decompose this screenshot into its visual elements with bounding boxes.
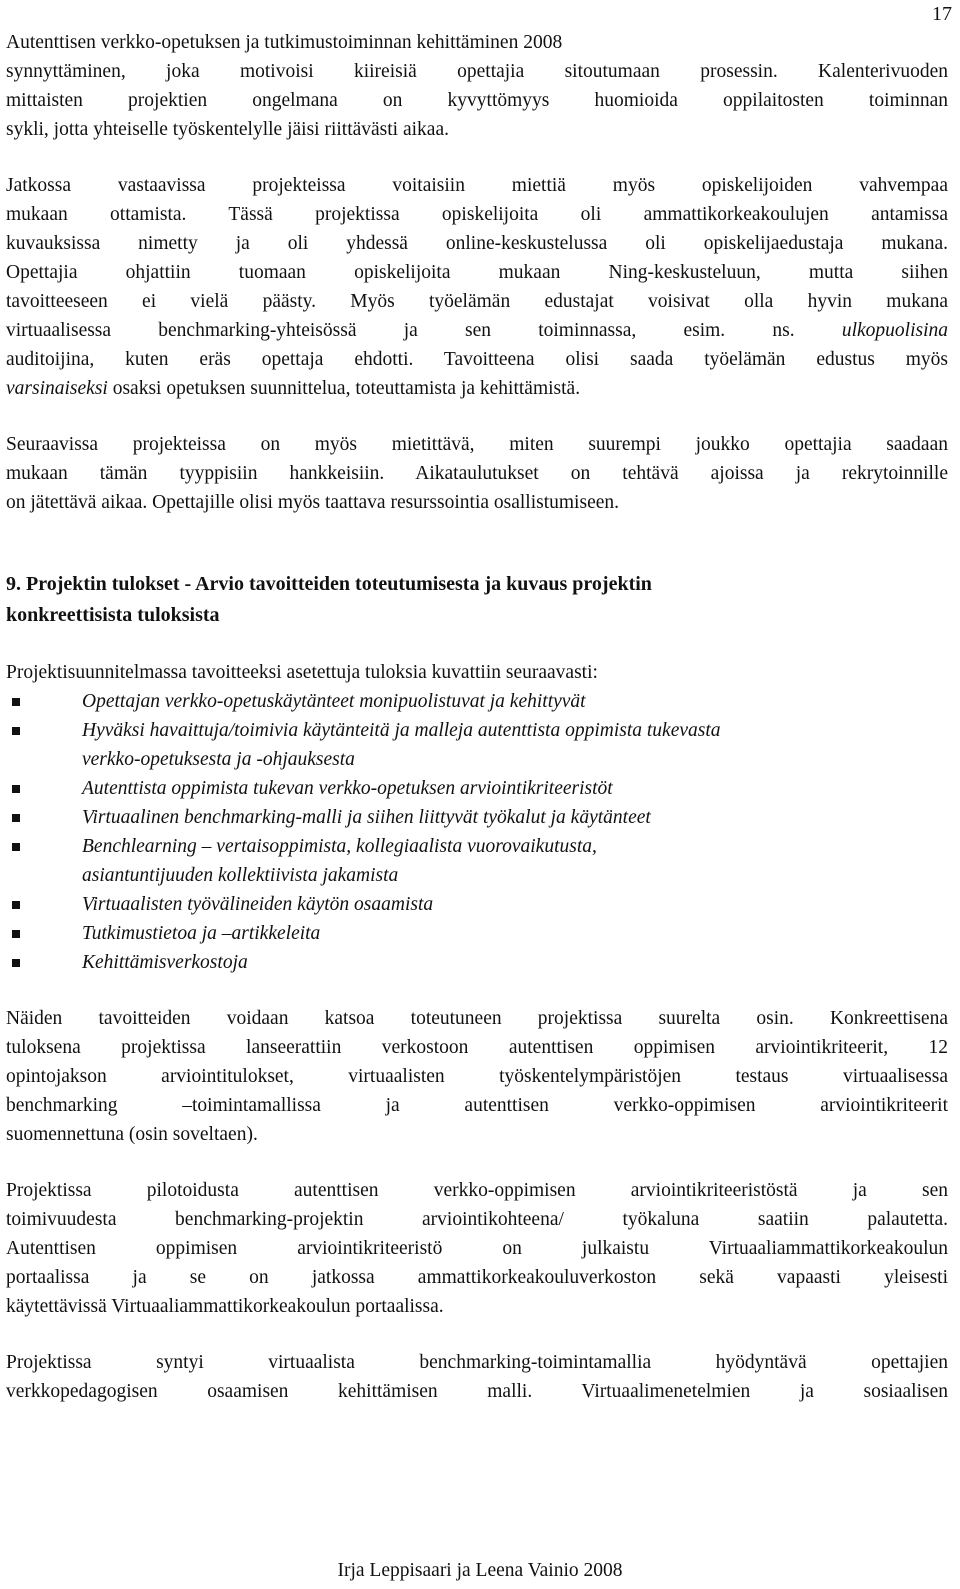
page-number: 17 (932, 3, 952, 25)
paragraph-2 (6, 171, 948, 403)
list-item-continuation: asiantuntijuuden kollektiivista jakamista (82, 865, 399, 886)
square-bullet-icon (12, 843, 20, 851)
text-line (6, 316, 948, 345)
text-line: sykli, jotta yhteiselle työskentelylle jäisi riittävästi aikaa. (6, 119, 449, 140)
list-item: Hyväksi havaittuja/toimivia käytänteitä ja malleja autenttista oppimista tukevasta (6, 716, 948, 745)
text-line: auditoijina, kuten eräs opettaja ehdotti. Tavoitteena olisi saada työelämän edustus myös (6, 349, 948, 370)
text-line: Projektissa pilotoidusta autenttisen verkko-oppimisen arviointikriteeristöstä ja sen (6, 1180, 948, 1201)
running-header: Autenttisen verkko-opetuksen ja tutkimustoiminnan kehittäminen 2008 (6, 32, 563, 53)
text-line: tavoitteeseen ei vielä päästy. Myös työelämän edustajat voisivat olla hyvin mukana (6, 291, 948, 312)
text-line: Autenttisen oppimisen arviointikriteeristö on julkaistu Virtuaaliammattikorkeakoulun (6, 1238, 948, 1259)
text-line: on jätettävä aikaa. Opettajille olisi myös taattava resurssointia osallistumiseen. (6, 492, 620, 513)
text-line: benchmarking –toimintamallissa ja autenttisen verkko-oppimisen arviointikriteerit (6, 1095, 948, 1116)
text-line: Näiden tavoitteiden voidaan katsoa toteutuneen projektissa suurelta osin. Konkreettisena (6, 1008, 948, 1029)
text-line: suomennettuna (osin soveltaen). (6, 1124, 258, 1145)
list-item-continuation: verkko-opetuksesta ja -ohjauksesta (82, 749, 355, 770)
text-line: tuloksena projektissa lanseerattiin verkostoon autenttisen oppimisen arviointikriteerit, 12 (6, 1037, 948, 1058)
text-line: mukaan tämän tyyppisiin hankkeisiin. Aikataulutukset on tehtävä ajoissa ja rekrytoinnille (6, 463, 948, 484)
text-line: käytettävissä Virtuaaliammattikorkeakoulun portaalissa. (6, 1296, 444, 1317)
italic-term: ulkopuolisina (841, 320, 948, 341)
square-bullet-icon (12, 930, 20, 938)
text-line: mukaan ottamista. Tässä projektissa opiskelijoita oli ammattikorkeakoulujen antamissa (6, 204, 948, 225)
list-item: Virtuaalisten työvälineiden käytön osaamista (6, 890, 948, 919)
square-bullet-icon (12, 901, 20, 909)
text-line: kuvauksissa nimetty ja oli yhdessä online-keskustelussa oli opiskelijaedustaja mukana. (6, 233, 948, 254)
text-line: Projektissa syntyi virtuaalista benchmarking-toimintamallia hyödyntävä opettajien (6, 1352, 948, 1373)
italic-term: varsinaiseksi (6, 378, 108, 399)
section-heading (6, 569, 948, 631)
text-line: opintojakson arviointitulokset, virtuaalisten työskentelympäristöjen testaus virtuaalisessa (6, 1066, 948, 1087)
list-item: Autenttista oppimista tukevan verkko-opetuksen arviointikriteeristöt (6, 774, 948, 803)
text-line: portaalissa ja se on jatkossa ammattikorkeakouluverkoston sekä vapaasti yleisesti (6, 1267, 948, 1288)
text-span: osaksi opetuksen suunnittelua, toteuttamista ja kehittämistä. (107, 378, 581, 399)
text-line: Jatkossa vastaavissa projekteissa voitaisiin miettiä myös opiskelijoiden vahvempaa (6, 175, 948, 196)
paragraph-4 (6, 1004, 948, 1149)
page-footer: Irja Leppisaari ja Leena Vainio 2008 (337, 1560, 623, 1581)
list-item: Opettajan verkko-opetuskäytänteet monipuolistuvat ja kehittyvät (6, 687, 948, 716)
text-line (6, 374, 948, 403)
square-bullet-icon (12, 698, 20, 706)
list-item: Tutkimustietoa ja –artikkeleita (6, 919, 948, 948)
list-item: Virtuaalinen benchmarking-malli ja siihen liittyvät työkalut ja käytänteet (6, 803, 948, 832)
list-item: Benchlearning – vertaisoppimista, kollegiaalista vuorovaikutusta, (6, 832, 948, 861)
goals-list (6, 687, 948, 977)
list-intro: Projektisuunnitelmassa tavoitteeksi asetettuja tuloksia kuvattiin seuraavasti: (6, 662, 598, 683)
paragraph-6 (6, 1348, 948, 1406)
square-bullet-icon (12, 727, 20, 735)
square-bullet-icon (12, 814, 20, 822)
square-bullet-icon (12, 959, 20, 967)
text-span: virtuaalisessa benchmarking-yhteisössä ja sen toiminnassa, esim. ns. (6, 320, 795, 341)
document-body (6, 28, 948, 1406)
square-bullet-icon (12, 785, 20, 793)
paragraph-3 (6, 430, 948, 517)
text-line: verkkopedagogisen osaamisen kehittämisen malli. Virtuaalimenetelmien ja sosiaalisen (6, 1381, 948, 1402)
heading-line: konkreettisista tuloksista (6, 604, 220, 626)
heading-line: 9. Projektin tulokset - Arvio tavoitteiden toteutumisesta ja kuvaus projektin (6, 573, 652, 595)
text-line: synnyttäminen, joka motivoisi kiireisiä opettajia sitoutumaan prosessin. Kalenterivuoden (6, 61, 948, 82)
text-line: mittaisten projektien ongelmana on kyvyttömyys huomioida oppilaitosten toiminnan (6, 90, 948, 111)
text-line: Seuraavissa projekteissa on myös mietittävä, miten suurempi joukko opettajia saadaan (6, 434, 948, 455)
paragraph-1 (6, 57, 948, 144)
text-line: Opettajia ohjattiin tuomaan opiskelijoita mukaan Ning-keskusteluun, mutta siihen (6, 262, 948, 283)
list-item: Kehittämisverkostoja (6, 948, 948, 977)
text-line: toimivuudesta benchmarking-projektin arviointikohteena/ työkaluna saatiin palautetta. (6, 1209, 948, 1230)
paragraph-5 (6, 1176, 948, 1321)
